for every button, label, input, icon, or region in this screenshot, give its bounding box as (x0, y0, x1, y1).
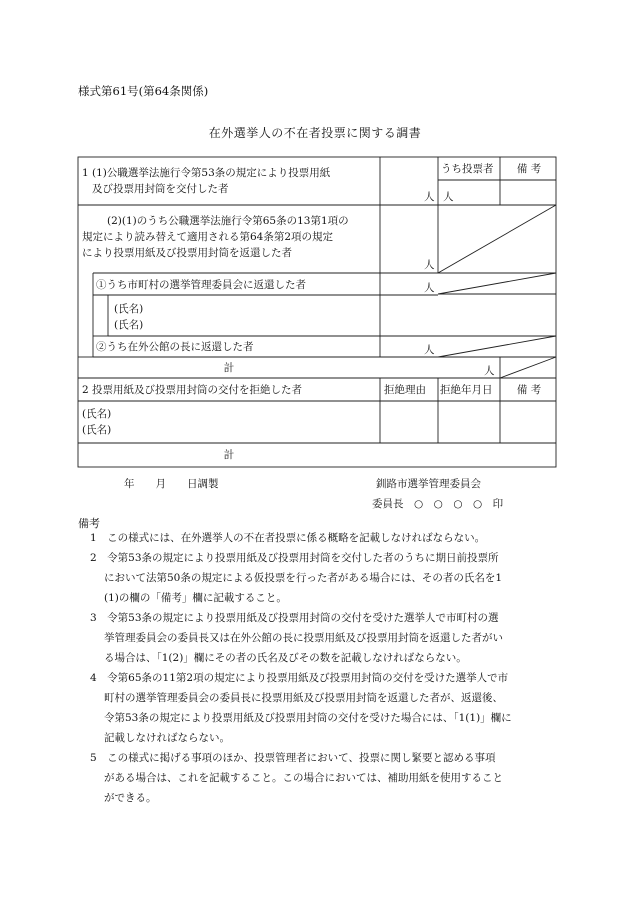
document-title: 在外選挙人の不在者投票に関する調書 (208, 126, 422, 140)
row2-label-line3: により投票用紙及び投票用封筒を返還した者 (82, 247, 292, 259)
row3-name-2: (氏名) (82, 424, 112, 436)
sub2-unit: 人 (424, 344, 435, 356)
header-remarks: 備 考 (516, 163, 542, 175)
note-line: において法第50条の規定による仮投票を行った者がある場合には、その者の氏名を1 (104, 572, 503, 584)
header-among-voted: うち投票者 (441, 163, 494, 175)
note-line: 町村の選挙管理委員会の委員長に投票用紙及び投票用封筒を返還した者が、返還後、 (104, 692, 503, 704)
total-label-2: 計 (223, 449, 235, 461)
note-line: 挙管理委員会の委員長又は在外公館の長に投票用紙及び投票用封筒を返還した者がい (104, 632, 503, 644)
sub1-label: ①うち市町村の選挙管理委員会に返還した者 (96, 279, 306, 291)
total-voted-unit: 人 (484, 365, 495, 377)
row1-voted-unit: 人 (443, 191, 454, 203)
row1-label-line1: 1 (1)公職選挙法施行令第53条の規定により投票用紙 (82, 167, 331, 179)
row1-label-line2: 及び投票用封筒を交付した者 (92, 183, 229, 195)
note-line: 令第53条の規定により投票用紙及び投票用封筒の交付を受けた場合には、「1(1)」欄に (104, 712, 512, 724)
chairman-seal: 委員長 ○ ○ ○ ○ 印 (372, 498, 504, 510)
row2-unit: 人 (424, 259, 435, 271)
notes-heading: 備考 (78, 517, 100, 530)
sub1-name-1: (氏名) (114, 303, 144, 315)
committee-name: 釧路市選挙管理委員会 (376, 478, 481, 490)
note-line: る場合は、「1(2)」欄にその者の氏名及びその数を記載しなければならない。 (104, 652, 467, 664)
row2-label-line2: 規定により読み替えて適用される第64条第2項の規定 (82, 231, 334, 243)
note-line: 記載しなければならない。 (104, 732, 230, 744)
note-line: 4 令第65条の11第2項の規定により投票用紙及び投票用封筒の交付を受けた選挙人で市 (90, 672, 509, 684)
form-code: 様式第61号(第64条関係) (78, 84, 209, 98)
row1-unit: 人 (424, 191, 435, 203)
preparation-date: 年 月 日調製 (124, 478, 219, 490)
sub1-name-2: (氏名) (114, 319, 144, 331)
note-line: 2 令第53条の規定により投票用紙及び投票用封筒を交付した者のうちに期日前投票所 (90, 552, 499, 564)
note-line: 3 令第53条の規定により投票用紙及び投票用封筒の交付を受けた選挙人で市町村の選 (90, 612, 499, 624)
row3-label: 2 投票用紙及び投票用封筒の交付を拒絶した者 (82, 384, 303, 396)
sub2-label: ②うち在外公館の長に返還した者 (96, 341, 254, 353)
header-remarks-2: 備 考 (516, 384, 542, 396)
total-label-1: 計 (223, 362, 235, 374)
note-line: がある場合は、これを記載すること。この場合においては、補助用紙を使用すること (104, 772, 503, 784)
row3-name-1: (氏名) (82, 408, 112, 420)
header-refusal-reason: 拒絶理由 (384, 384, 426, 396)
note-line: (1)の欄の「備考」欄に記載すること。 (104, 592, 287, 604)
row2-label-line1: (2)(1)のうち公職選挙法施行令第65条の13第1項の (107, 215, 349, 227)
note-line: 5 この様式に掲げる事項のほか、投票管理者において、投票に関し緊要と認める事項 (90, 752, 496, 764)
header-refusal-date: 拒絶年月日 (440, 384, 493, 396)
note-line: ができる。 (104, 792, 157, 804)
sub1-unit: 人 (424, 282, 435, 294)
note-line: 1 この様式には、在外選挙人の不在者投票に係る概略を記載しなければならない。 (90, 532, 486, 544)
